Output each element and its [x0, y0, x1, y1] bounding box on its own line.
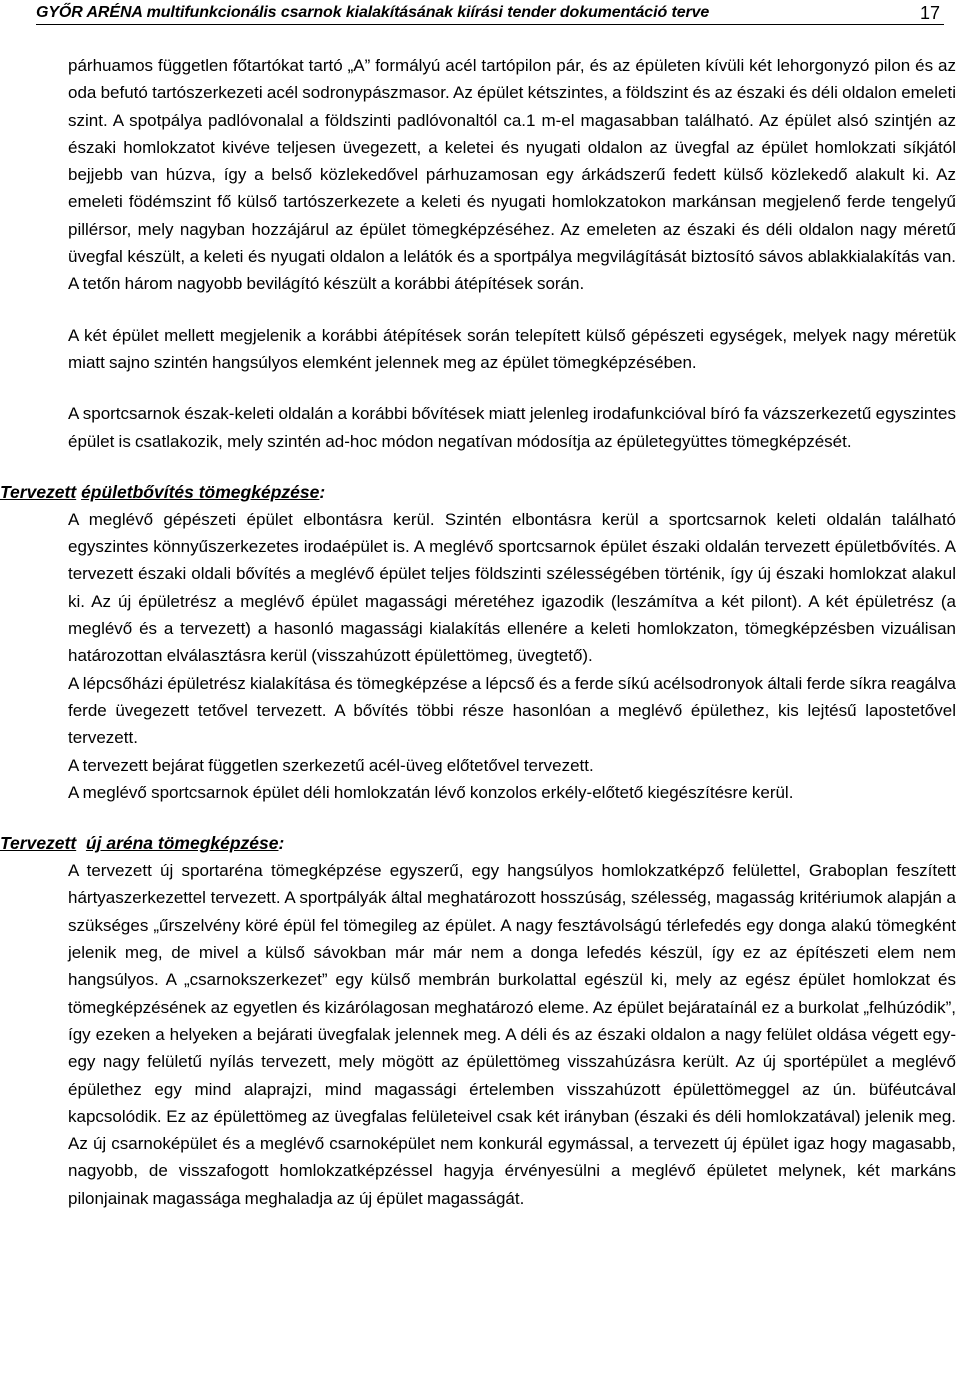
paragraph: A lépcsőházi épületrész kialakítása és tömegképzése a lépcső és a ferde síkú acélsodronyok általi ferde síkra reagálva ferde üvegezett tetővel tervezett. A bővítés többi része hasonlóan a meglévő épülethez, kis lejtésű lapostetővel tervezett. [68, 673, 956, 748]
heading-text: új aréna tömegképzése [85, 833, 279, 854]
paragraph: A tervezett új sportaréna tömegképzése egyszerű, egy hangsúlyos homlokzatképző felülettel, Graboplan feszített hártyaszerkezettel tervezett. A sportpályák által meghatározott hosszúság, szélesség, magasság kritériumok alapján a szükséges „űrszelvény köré épül fel tömegileg az épület. A nagy fesztávolságú térlefedés egy donga alakú tömegként jelenik meg, de mivel a külső sávokban már már nem a donga lefedés készül, így ez az építészeti elem nem hangsúlyos. A „csarnokszerkezet” egy külső membrán burkolattal egészül ki, mely az egész épület homlokzat és tömegképzésének az egyetlen és kizárólagosan meghatározó eleme. Az épület bejárataínál ez a burkolat „felhúzódik”, így ezeken a helyeken a bejárati üvegfalak jelennek meg. A déli és az északi oldalon a nagy felület oldása végett egy-egy nagy felületű nyílás tervezett, mely mögött az épülettömeg visszahúzásra került. Az új sportépület a meglévő épülethez egy mind alaprajzi, mind magassági értelemben visszahúzott épülettömeggel az ún. büféutcával kapcsolódik. Ez az épülettömeg az üvegfalas felületeivel csak két irányban (északi és déli homlokzatával) jelenik meg. Az új csarnoképület és a meglévő csarnoképület nem konkurál egymással, a tervezett új épület igaz hogy magasabb, nagyobb, de visszafogott homlokzatképzéssel hagyja érvényesülni a meglévő épületet melynek, két markáns pilonjainak magassága meghaladja az új épület magasságát. [68, 861, 956, 1208]
heading-word: Tervezett [0, 833, 77, 854]
paragraph: A meglévő sportcsarnok épület déli homlokzatán lévő konzolos erkély-előtető kiegészítésre kerül. [68, 782, 794, 802]
paragraph: párhuamos független főtartókat tartó „A” formályú acél tartópilon pár, és az épületen kívüli két lehorgonyzó pilon és az oda befutó tartószerkezeti acél sodronypászmasor. Az épület kétszintes, a földszint és az északi és déli oldalon emeleti szint. A spotpálya padlóvonalal a földszinti padlóvonaltól ca.1 m-el magasabban található. Az épület alsó szintjén az északi homlokzatot kivéve teljesen üvegezett, a keletei és nyugati oldalon az üvegfal az épület homlokzati síkjától bejjebb van húzva, így a belső közlekedővel párhuzamosan egy árkádszerű fedett külső közlekedő alakult ki. Az emeleti födémszint fő külső tartószerkezete a keleti és nyugati homlokzatokon markánsan megjelenő ferde tengelyű pillérsor, mely nagyban hozzájárul az épület tömegképzéséhez. Az emeleten az északi és déli oldalon nagy méretű üvegfal készült, a keleti és nyugati oldalon a lelátók és a sportpálya megvilágítását biztosító sávos ablakkialakítás van. A tetőn három nagyobb bevilágító készült a korábbi átépítések során. [68, 56, 956, 294]
section-heading-expansion [0, 479, 956, 506]
document-title: GYŐR ARÉNA multifunkcionális csarnok kialakításának kiírási tender dokumentáció terve [36, 4, 710, 21]
page-number: 17 [919, 3, 940, 23]
paragraph: A meglévő gépészeti épület elbontásra kerül. Szintén elbontásra kerül a sportcsarnok keleti oldalán található egyszintes könnyűszerkezetes irodaépület is. A meglévő sportcsarnok épület északi oldalán tervezett épületbővítés. A tervezett északi oldali bővítés a meglévő épület teljes földszinti szélességében történik, így új északi homlokzat alakul ki. Az új épületrész a meglévő épület magassági méretéhez igazodik (leszámítva a két pilont). A két épületrész (a meglévő és a tervezett) a hasonló magassági kialakítás ellenére a keleti homlokzaton, tömegképzésben vizuálisan határozottan elválasztásra kerül (visszahúzott épülettömeg, üvegtető). [68, 509, 956, 666]
heading-colon: : [278, 833, 285, 854]
section-intro [68, 52, 956, 455]
heading-text: épületbővítés tömegképzése [81, 481, 320, 502]
page-content [0, 52, 956, 1212]
section-heading-arena [0, 830, 956, 857]
page-header [36, 2, 944, 25]
paragraph: A két épület mellett megjelenik a korábbi átépítések során telepített külső gépészeti egységek, melyek nagy méretük miatt sajno szintén hangsúlyos elemként jelennek meg az épület tömegképzésében. [68, 325, 956, 372]
heading-word: Tervezett [0, 481, 77, 502]
paragraph: A sportcsarnok észak-keleti oldalán a korábbi bővítések miatt jelenleg irodafunkcióval bíró fa vázszerkezetű egyszintes épület is csatlakozik, mely szintén ad-hoc módon negatívan módosítja az épületegyüttes tömegképzését. [68, 404, 956, 451]
section-expansion [0, 479, 956, 806]
heading-colon: : [319, 481, 326, 502]
section-arena [0, 830, 956, 1212]
paragraph: A tervezett bejárat független szerkezetű acél-üveg előtetővel tervezett. [68, 755, 594, 775]
